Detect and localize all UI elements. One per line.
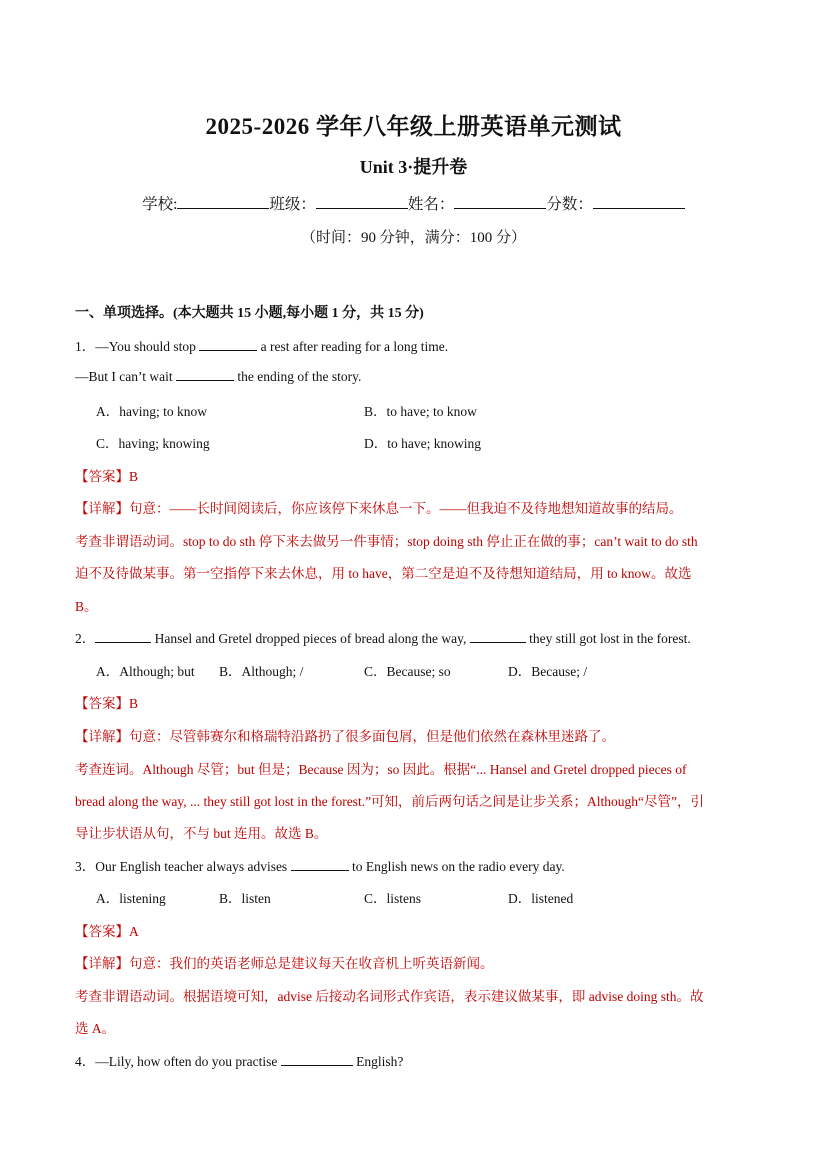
name-blank bbox=[454, 192, 546, 209]
answer-blank bbox=[199, 337, 257, 351]
question-1-line-2: —But I can’t wait the ending of the story. bbox=[75, 369, 362, 384]
q3-option-a: A．listening bbox=[96, 891, 166, 906]
question-3-line-1: 3．Our English teacher always advises to English news on the radio every day. bbox=[75, 859, 565, 874]
q2-option-d: D．Because; / bbox=[508, 664, 588, 679]
q2-answer: 【答案】B bbox=[75, 696, 139, 711]
q2-explanation-1: 考查连词。Although 尽管；but 但是；Because 因为；so 因此。根据“... Hansel and Gretel dropped pieces of bbox=[75, 762, 687, 777]
q2-option-a: A．Although; but bbox=[96, 664, 195, 679]
q2-explanation-3: 导让步状语从句，不与 but 连用。故选 B。 bbox=[75, 826, 328, 841]
answer-blank bbox=[470, 629, 526, 643]
q3-answer: 【答案】A bbox=[75, 924, 139, 939]
question-1-line-1: 1．—You should stop a rest after reading for a long time. bbox=[75, 339, 449, 354]
q1-answer: 【答案】B bbox=[75, 469, 139, 484]
time-note: （时间：90 分钟，满分：100 分） bbox=[300, 230, 526, 246]
school-blank bbox=[177, 192, 269, 209]
school-label: 学校: bbox=[142, 196, 178, 213]
question-2-line-1: 2． Hansel and Gretel dropped pieces of bread along the way, they still got lost in the forest. bbox=[75, 631, 691, 646]
q3-option-c: C．listens bbox=[364, 891, 422, 906]
exam-subtitle: Unit 3·提升卷 bbox=[359, 157, 468, 177]
q1-explanation-1: 考查非谓语动词。stop to do sth 停下来去做另一件事情；stop doing sth 停止正在做的事；can’t wait to do sth bbox=[75, 534, 698, 549]
q2-detail: 【详解】句意：尽管韩赛尔和格瑞特沿路扔了很多面包屑，但是他们依然在森林里迷路了。 bbox=[75, 729, 615, 744]
q3-explanation-2: 选 A。 bbox=[75, 1021, 116, 1036]
class-blank bbox=[316, 192, 408, 209]
question-4-line-1: 4．—Lily, how often do you practise English? bbox=[75, 1054, 404, 1069]
class-label: 班级： bbox=[269, 196, 316, 213]
q3-option-d: D．listened bbox=[508, 891, 574, 906]
answer-blank bbox=[291, 857, 349, 871]
q1-option-a: A．having; to know bbox=[96, 404, 207, 419]
q2-explanation-2: bread along the way, ... they still got lost in the forest.”可知，前后两句话之间是让步关系；Although“尽管”，引 bbox=[75, 794, 705, 809]
q1-option-c: C．having; knowing bbox=[96, 436, 210, 451]
student-info-row bbox=[0, 192, 827, 214]
q2-option-b: B．Although; / bbox=[219, 664, 304, 679]
answer-blank bbox=[95, 629, 151, 643]
q1-explanation-2: 迫不及待做某事。第一空指停下来去休息，用 to have，第二空是迫不及待想知道结局，用 to know。故选 bbox=[75, 566, 692, 581]
score-blank bbox=[593, 192, 685, 209]
name-label: 姓名： bbox=[407, 196, 455, 213]
section-heading: 一、单项选择。(本大题共 15 小题,每小题 1 分，共 15 分) bbox=[75, 306, 424, 321]
answer-blank bbox=[176, 367, 234, 381]
q3-detail: 【详解】句意：我们的英语老师总是建议每天在收音机上听英语新闻。 bbox=[75, 956, 494, 971]
q3-explanation-1: 考查非谓语动词。根据语境可知，advise 后接动名词形式作宾语，表示建议做某事，即 advise doing sth。故 bbox=[75, 989, 704, 1004]
q1-option-d: D．to have; knowing bbox=[364, 436, 481, 451]
q2-option-c: C．Because; so bbox=[364, 664, 451, 679]
q3-option-b: B．listen bbox=[219, 891, 271, 906]
q1-option-b: B．to have; to know bbox=[364, 404, 477, 419]
score-label: 分数： bbox=[546, 196, 593, 213]
q1-detail: 【详解】句意：——长时间阅读后，你应该停下来休息一下。——但我迫不及待地想知道故事的结局。 bbox=[75, 501, 683, 516]
q1-explanation-3: B。 bbox=[75, 599, 98, 614]
answer-blank bbox=[281, 1052, 353, 1066]
exam-title: 2025-2026 学年八年级上册英语单元测试 bbox=[205, 114, 622, 139]
